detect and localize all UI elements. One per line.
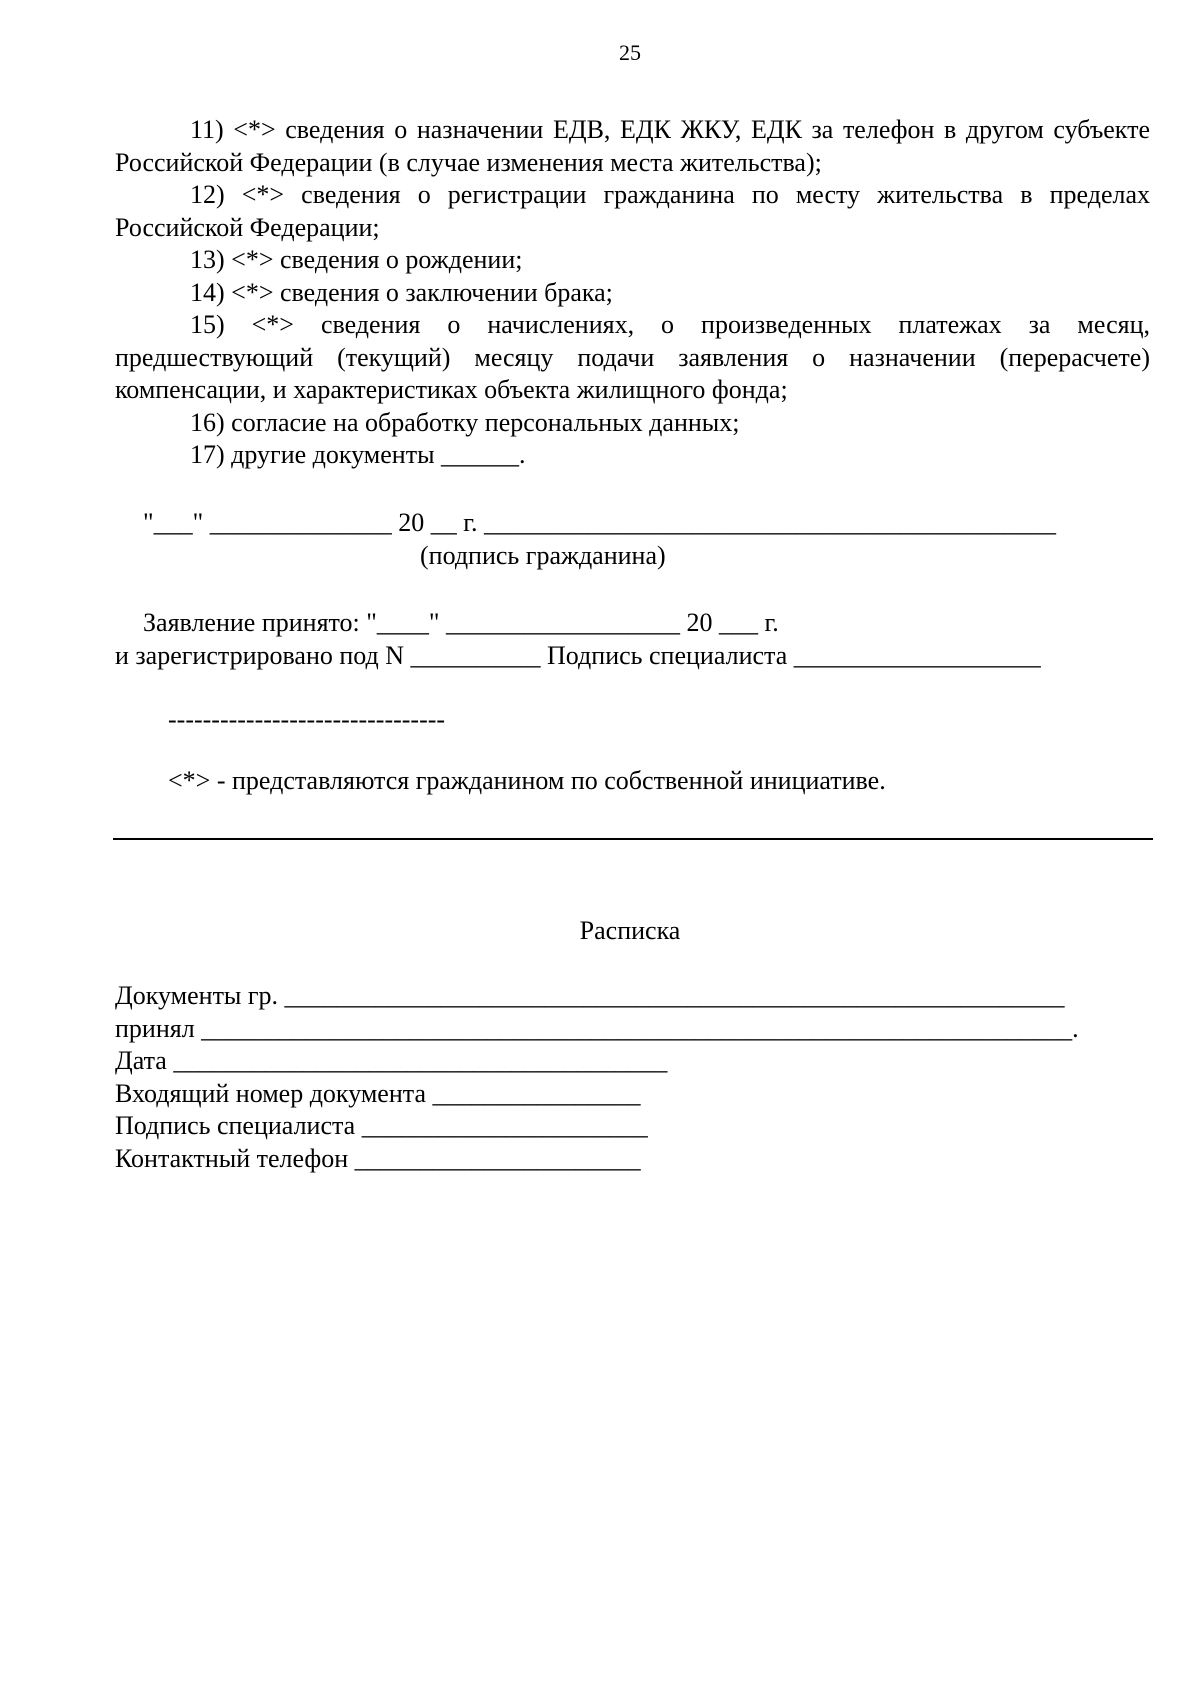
registration-line: и зарегистрировано под N __________ Подпись специалиста ___________________ xyxy=(115,641,1041,670)
receipt-documents-line: Документы гр. ____________________________________________________________ xyxy=(115,981,1065,1010)
receipt-accepted-line: принял ___________________________________________________________________. xyxy=(115,1013,1079,1043)
receipt-title: Расписка xyxy=(579,916,681,945)
receipt-specialist-signature-line: Подпись специалиста ______________________ xyxy=(115,1111,648,1140)
list-item-11: 11) <*> сведения о назначении ЕДВ, ЕДК ЖКУ, ЕДК за телефон в другом субъекте Российской Федерации (в случае изменения места жительства); xyxy=(115,115,1150,177)
section-divider xyxy=(113,838,1153,840)
receipt-incoming-number-line: Входящий номер документа ________________ xyxy=(115,1078,641,1108)
citizen-signature-date-line: "___" ______________ 20 __ г. ____________________________________________ xyxy=(143,508,1056,537)
list-item-12: 12) <*> сведения о регистрации гражданина по месту жительства в пределах Российской Федерации; xyxy=(115,180,1150,242)
list-item-16: 16) согласие на обработку персональных данных; xyxy=(190,407,740,437)
receipt-contact-phone-line: Контактный телефон ______________________ xyxy=(115,1143,641,1173)
page-number: 25 xyxy=(619,40,641,65)
footnote-text: <*> - представляются гражданином по собственной инициативе. xyxy=(168,766,886,795)
footnote-separator: -------------------------------- xyxy=(168,705,446,734)
document-list xyxy=(115,114,1150,472)
list-item-17: 17) другие документы ______. xyxy=(190,440,526,469)
citizen-signature-caption: (подпись гражданина) xyxy=(420,541,666,570)
acceptance-line: Заявление принято: "____" __________________ 20 ___ г. xyxy=(143,608,779,637)
receipt-fields xyxy=(115,980,1079,1175)
list-item-14: 14) <*> сведения о заключении брака; xyxy=(190,277,613,307)
receipt-date-line: Дата ______________________________________ xyxy=(115,1046,668,1075)
list-item-15: 15) <*> сведения о начислениях, о произведенных платежах за месяц, предшествующий (текущий) месяцу подачи заявления о назначении (перерасчете) компенсации, и характеристиках объекта жилищного фонда; xyxy=(115,310,1150,404)
list-item-13: 13) <*> сведения о рождении; xyxy=(190,245,523,274)
